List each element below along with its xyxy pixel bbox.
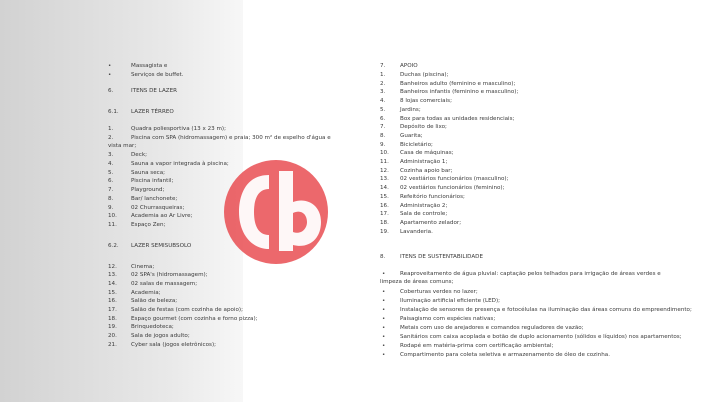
list-item-text: Piscina infantil; (131, 178, 174, 184)
list-item-text: 02 salas de massagem; (131, 281, 198, 287)
list-item-text: Sauna seca; (131, 170, 166, 176)
list-item-text: Duchas (piscina); (400, 72, 449, 78)
list-item-number: • (382, 352, 386, 358)
list-item-text: Administração 1; (400, 159, 448, 165)
list-item-text: Salão de festas (com cozinha de apoio); (131, 307, 243, 313)
list-item-text: Iluminação artificial eficiente (LED); (400, 298, 501, 304)
list-item-number: • (382, 334, 386, 340)
list-item-number: 10. (380, 150, 389, 157)
section-heading-text: LAZER TÉRREO (131, 109, 174, 115)
list-item-text: Bar/ lanchonete; (131, 196, 178, 202)
list-item-number: 2. (380, 80, 386, 87)
list-item-number: 15. (108, 290, 117, 296)
list-item-number: 9. (108, 205, 114, 211)
section-heading-text: LAZER SEMISUBSOLO (131, 243, 192, 249)
list-item-number: 18. (108, 316, 117, 322)
list-item-text: Jardins; (400, 106, 421, 113)
list-item-text: Casa de máquinas; (400, 150, 454, 157)
list-item-number: 5. (108, 170, 114, 176)
list-item-number: 13. (380, 176, 389, 183)
list-item-number: • (108, 72, 112, 78)
list-item-text: Metais com uso de arejadores e comandos reguladores de vazão; (400, 325, 584, 331)
list-item-text: 02 Churrasqueiras; (131, 205, 185, 211)
list-item-text: Academia ao Ar Livre; (131, 213, 193, 219)
list-item-text: Piscina com SPA (hidromassagem) e praia; 300 m² de espelho d'água e (131, 135, 331, 141)
list-item-text: Sala de jogos adulto; (131, 333, 190, 339)
list-item-number: • (382, 307, 386, 313)
list-item-number: 6. (380, 115, 386, 122)
list-item-number: 3. (108, 152, 114, 158)
list-item-text: limpeza de áreas comuns; (380, 279, 454, 285)
list-item-text: Salão de beleza; (131, 298, 178, 304)
list-item-number: 14. (380, 185, 389, 192)
list-item-text: Apartamento zelador; (400, 219, 462, 226)
list-item-text: Depósito de lixo; (400, 124, 447, 131)
list-item-number: • (108, 63, 112, 69)
list-item-text: Compartimento para coleta seletiva e armazenamento de óleo de cozinha. (400, 352, 610, 358)
list-item-number: • (382, 289, 386, 295)
list-item-number: • (382, 298, 386, 304)
list-item-number: 5. (380, 106, 386, 113)
list-item-number: 15. (380, 193, 389, 200)
list-item-number: 4. (380, 98, 386, 105)
list-item-number: 10. (108, 213, 117, 219)
list-item-text: 02 vestiários funcionários (masculino); (400, 176, 509, 183)
section-heading-text: ITENS DE LAZER (131, 88, 178, 94)
list-item-text: Academia; (131, 290, 161, 296)
list-item-text: Administração 2; (400, 202, 448, 209)
list-item-text: Lavanderia. (400, 228, 433, 235)
section-heading-text: ITENS DE SUSTENTABILIDADE (400, 254, 484, 260)
list-item-text: 8 lojas comerciais; (400, 98, 452, 105)
list-item-number: • (382, 343, 386, 349)
list-item-number: 17. (108, 307, 117, 313)
list-item-number: • (382, 325, 386, 331)
list-item-text: Sauna a vapor integrada à piscina; (131, 161, 229, 167)
list-item-text: Banheiros infantis (feminino e masculino); (400, 89, 519, 96)
list-item-number: • (382, 316, 386, 322)
list-item-number: 1. (380, 72, 386, 78)
list-item-text: Sala de controle; (400, 211, 448, 218)
list-item-text: Espaço Zen; (131, 222, 166, 228)
section-heading-text: APOIO (400, 63, 418, 69)
list-item-text: Coberturas verdes no lazer; (400, 289, 478, 295)
list-item-text: Serviços de buffet. (131, 72, 184, 78)
list-item-text: Banheiros adulto (feminino e masculino); (400, 80, 516, 87)
list-item-number: 21. (108, 342, 117, 348)
list-item-text: Deck; (131, 152, 147, 158)
list-item-text: Cyber sala (jogos eletrônicos); (131, 342, 217, 348)
section-heading-number: 7. (380, 63, 386, 69)
section-heading-number: 6.2. (108, 243, 119, 249)
list-item-number: 11. (380, 159, 389, 165)
list-item-text: 02 SPA's (hidromassagem); (131, 272, 208, 278)
list-item-number: 9. (380, 141, 386, 148)
list-item-text: Bicicletário; (400, 141, 433, 148)
list-item-number: 16. (380, 202, 389, 209)
section-heading-number: 6. (108, 88, 114, 94)
list-item-number: 14. (108, 281, 117, 287)
list-item-text: Box para todas as unidades residenciais; (400, 115, 515, 122)
list-item-text: Cozinha apoio bar; (400, 167, 453, 174)
list-item-number: 12. (108, 264, 117, 270)
list-item-number: 6. (108, 178, 114, 184)
ob-logo-icon (221, 157, 331, 267)
list-item-text: Brinquedoteca; (131, 324, 174, 330)
list-item-text: Cinema; (131, 264, 155, 270)
list-item-text: 02 vestiários funcionários (feminino); (400, 185, 505, 192)
list-item-number: 16. (108, 298, 117, 304)
list-item-text: Massagista e (131, 63, 168, 69)
list-item-number: 8. (108, 196, 114, 202)
list-item-text: Refeitório funcionários; (400, 193, 465, 200)
list-item-text: Guarita; (400, 132, 423, 139)
list-item-text: Paisagismo com espécies nativas; (400, 316, 496, 322)
list-item-number: 13. (108, 272, 117, 278)
list-item-text: Quadra poliesportiva (13 x 23 m); (131, 126, 226, 132)
list-item-number: 1. (108, 126, 114, 132)
list-item-text: Playground; (131, 187, 165, 193)
list-item-number: 2. (108, 135, 114, 141)
list-item-text: vista mar; (108, 143, 137, 149)
list-item-number: 20. (108, 333, 117, 339)
section-heading-number: 8. (380, 254, 386, 260)
list-item-number: 12. (380, 167, 389, 174)
list-item-text: Espaço gourmet (com cozinha e forno pizza); (131, 316, 258, 322)
list-item-number: 3. (380, 89, 386, 96)
list-item-number: 19. (108, 324, 117, 330)
list-item-number: 7. (108, 187, 114, 193)
section-heading-number: 6.1. (108, 109, 119, 115)
list-item-text: Rodapé em matéria-prima com certificação ambiental; (400, 343, 554, 349)
list-item-text: Instalação de sensores de presença e fotocélulas na iluminação das áreas comuns do empreendimento; (400, 307, 692, 313)
list-item-number: 4. (108, 161, 114, 167)
list-item-number: 11. (108, 222, 117, 228)
list-item-number: 8. (380, 132, 386, 139)
list-item-number: 17. (380, 211, 389, 218)
list-item-text: Reaproveitamento de água pluvial: captação pelos telhados para irrigação de áreas verdes e (400, 271, 661, 277)
list-item-text: Sanitários com caixa acoplada e botão de duplo acionamento (sólidos e líquidos) nos apartamentos; (400, 334, 682, 340)
list-item-number: 18. (380, 219, 389, 226)
list-item-number: 7. (380, 124, 386, 131)
list-item-number: • (382, 271, 386, 277)
list-item-number: 19. (380, 228, 389, 235)
